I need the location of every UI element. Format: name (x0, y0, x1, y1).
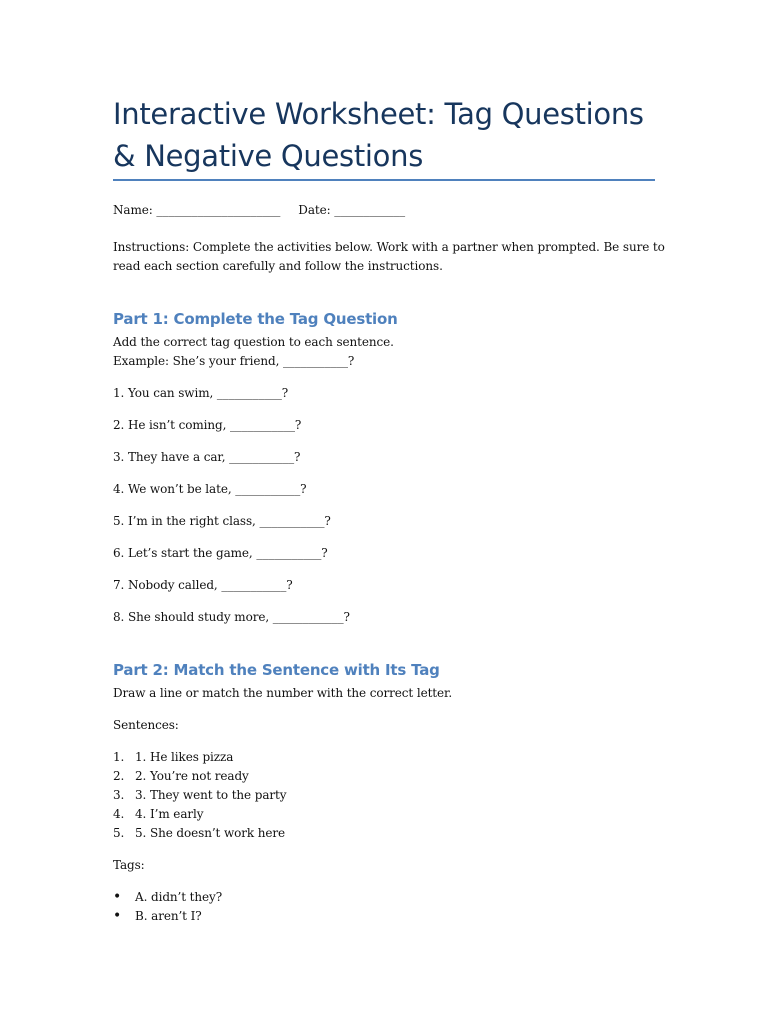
part1-item: 4. We won’t be late, ___________? (113, 482, 307, 496)
instructions-line-1: Instructions: Complete the activities below. Work with a partner when prompted. Be sure to (113, 240, 665, 254)
sentences-label: Sentences: (113, 718, 179, 732)
title-divider (113, 179, 655, 181)
sentence-list-item (113, 824, 285, 843)
part1-item: 6. Let’s start the game, ___________? (113, 546, 328, 560)
part2-intro: Draw a line or match the number with the correct letter. (113, 686, 453, 700)
sentence-list-item (113, 786, 286, 805)
tag-text: B. aren’t I? (135, 909, 202, 923)
list-number: 1. (113, 750, 125, 764)
sentence-list-item (113, 748, 233, 767)
part1-item: 3. They have a car, ___________? (113, 450, 301, 464)
date-field: Date: ____________ (298, 203, 406, 217)
sentence-text: 3. They went to the party (135, 788, 287, 802)
instructions-line-2: read each section carefully and follow the instructions. (113, 259, 443, 273)
part1-heading: Part 1: Complete the Tag Question (113, 310, 398, 328)
tag-list-item (113, 907, 202, 926)
bullet-icon: • (113, 908, 122, 924)
list-number: 4. (113, 807, 125, 821)
sentence-text: 1. He likes pizza (135, 750, 234, 764)
sentence-list-item (113, 767, 249, 786)
page-title: Interactive Worksheet: Tag Questions & Negative Questions (113, 97, 644, 173)
tag-list-item (113, 888, 222, 907)
bullet-icon: • (113, 889, 122, 905)
tag-text: A. didn’t they? (135, 890, 223, 904)
list-number: 3. (113, 788, 125, 802)
list-number: 2. (113, 769, 125, 783)
sentence-text: 2. You’re not ready (135, 769, 249, 783)
sentence-text: 4. I’m early (135, 807, 204, 821)
part1-intro: Add the correct tag question to each sentence. (113, 335, 394, 349)
part1-item: 5. I’m in the right class, ___________? (113, 514, 331, 528)
part2-heading: Part 2: Match the Sentence with Its Tag (113, 661, 440, 679)
part1-item: 1. You can swim, ___________? (113, 386, 289, 400)
part1-example: Example: She’s your friend, ___________? (113, 354, 355, 368)
part1-item: 2. He isn’t coming, ___________? (113, 418, 302, 432)
list-number: 5. (113, 826, 125, 840)
tags-label: Tags: (113, 858, 145, 872)
part1-item: 7. Nobody called, ___________? (113, 578, 293, 592)
part1-item: 8. She should study more, ____________? (113, 610, 350, 624)
name-date-row (113, 201, 405, 220)
sentence-text: 5. She doesn’t work here (135, 826, 286, 840)
name-field: Name: _____________________ (113, 203, 281, 217)
sentence-list-item (113, 805, 203, 824)
